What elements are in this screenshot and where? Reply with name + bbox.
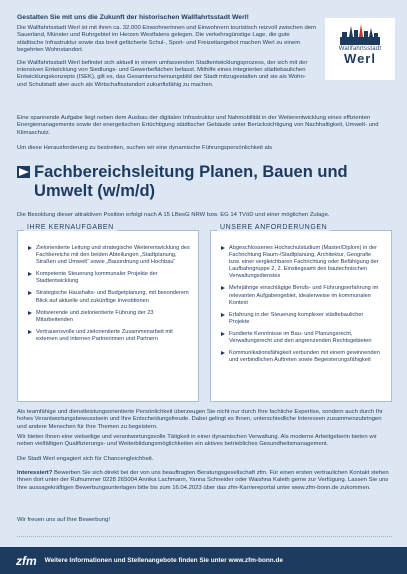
logo-line-1: Wallfahrtsstadt [338,46,382,52]
bullet-arrow-icon [28,272,32,276]
closing-paragraph-4-wrap [17,470,392,492]
list-item: Fundierte Kenntnisse im Bau- und Planungsrecht, Verwaltungsrecht und den angrenzenden Rechtsgebieten [221,331,383,345]
tasks-heading: IHRE KERNAUFGABEN [24,224,117,231]
requirements-box [210,224,392,402]
intro-heading: Gestalten Sie mit uns die Zukunft der historischen Wallfahrtsstadt Werl! [17,14,249,21]
list-item: Erfahrung in der Steuerung komplexer städtebaulicher Projekte [221,312,383,326]
interested-label: Interessiert? [17,470,53,476]
logo-line-2: Werl [344,51,376,66]
closing-paragraph-2-wrap [17,434,392,449]
bullet-arrow-icon [28,291,32,295]
body-paragraph-3: Eine spannende Aufgabe liegt neben dem Ausbau der digitalen Infrastruktur und Nahmobilität in der Weiterentwicklung eines effizienten Energiemanagements sowie der energetischen Ertüchtigung städtischer Gebäude unter Berücksichtigung von Nachhaltigkeit, Umwelt- und Klimaschutz. [17,115,379,136]
list-item: Vertrauensvolle und zielorientierte Zusammenarbeit mit externen und internen Partnerinnen und Partnern [28,329,190,343]
zfm-logo: zfm [16,553,37,568]
requirements-heading: UNSERE ANFORDERUNGEN [217,224,330,231]
werl-logo [325,18,395,80]
application-text: Bewerben Sie sich direkt bei der von uns beauftragten Beratungsgesellschaft zfm. Für einen ersten vertraulichen Kontakt stehen Ihnen dort unter der Rufnummer 0228 265004 Annika Lachmann, Yanna Schneider oder Waishna Kaleth gerne zur Verfügung. Lassen Sie uns Ihre aussagekräftigen Bewerbungsunterlagen bitte bis zum 16.04.2023 über das zfm-Karriereportal unter www.zfm-bonn.de zukommen. [17,470,389,491]
requirements-list [211,231,391,364]
closing-paragraph-3-wrap [17,456,392,463]
list-item: Zielorientierte Leitung und strategische Weiterentwicklung des Fachbereichs mit den beiden Abteilungen „Stadtplanung, Straßen und Umwelt“ sowie „Bauordnung und Hochbau“ [28,245,190,266]
list-item: Mehrjährige einschlägige Berufs- und Führungserfahrung im relevanten Aufgabengebiet, idealerweise im kommunalen Kontext [221,285,383,306]
list-item: Abgeschlossenes Hochschulstudium (Master/Diplom) in der Fachrichtung Raum-/Stadtplanung, Architektur, Geografie bzw. einer vergleichbaren Fachrichtung oder Befähigung der Laufbahngruppe 2, 2. Einstiegsamt des bautechnischen Verwaltungsdienstes [221,245,383,280]
list-item: Kommunikationsfähigkeit verbunden mit einem gewinnenden und verbindlichen Auftreten sowie Begeisterungsfähigkeit [221,350,383,364]
bullet-arrow-icon [221,313,225,317]
tasks-list [18,231,198,343]
body-paragraph-3-wrap [17,115,392,137]
list-item: Motivierende und zielorientierte Führung der 23 Mitarbeitenden [28,310,190,324]
intro-paragraph-2: Die Wallfahrtsstadt Werl befindet sich aktuell in einem umfassenden Stadtentwicklungsprozess, der sich mit der intensiven Entwicklung von Siedlungs- und Gewerbeflächen befasst. Mithilfe eines integrierten städtebaulichen Entwicklungskonzepts (ISEK), gilt es, das Gesamterscheinungsbild der Stadt mitzugestalten und sie als Wohn- und Schulstadt aber auch als Wirtschaftsstandort zukunftsfähig zu machen. [17,59,308,88]
list-item: Kompetente Steuerung kommunaler Projekte der Stadtentwicklung [28,271,190,285]
bullet-arrow-icon [28,246,32,250]
bullet-arrow-icon [221,332,225,336]
closing-paragraph-5-wrap [17,517,392,524]
bullet-arrow-icon [28,330,32,334]
job-title: Fachbereichsleitung Planen, Bauen und Umwelt (w/m/d) [34,163,348,200]
bullet-arrow-icon [221,246,225,250]
list-item: Strategische Haushalts- und Budgetplanung, mit besonderem Blick auf aktuelle und zukünftige Investitionen [28,290,190,304]
job-title-block [17,163,392,201]
closing-paragraph-3: Die Stadt Werl engagiert sich für Chancengleichheit. [17,456,154,462]
bullet-arrow-icon [28,311,32,315]
arrow-right-icon [17,166,30,178]
closing-paragraph-1: Als teamfähige und dienstleistungsorientierte Persönlichkeit überzeugen Sie nicht nur durch Ihre fachliche Expertise, sondern auch durch Ihr hohes Verantwortungsbewusstsein und Ihre Entscheidungsfreude. Dabei gelingt es Ihnen, unterschiedliche Interessen zusammenzubringen und andere Menschen für Ihre Themen zu begeistern. [17,409,383,430]
divider [17,536,392,539]
bullet-arrow-icon [221,286,225,290]
intro-section [17,14,317,94]
footer-text[interactable]: Weitere Informationen und Stellenangebote finden Sie unter www.zfm-bonn.de [44,557,283,564]
tasks-box [17,224,199,402]
bullet-arrow-icon [221,351,225,355]
closing-paragraph-5: Wir freuen uns auf Ihre Bewerbung! [17,517,110,523]
body-paragraph-4-wrap [17,145,392,152]
intro-paragraph-1: Die Wallfahrtsstadt Werl ist mit ihren ca. 32.000 Einwohnerinnen und Einwohnern touristisch reizvoll zwischen dem Sauerland, Münster und Ruhrgebiet im Herzen Westfalens gelegen. Die verkehrsgünstige Lage, die gute städtische Infrastruktur sowie das breit gefächerte Schul-, Sport- und Freizeitangebot machen Werl zu einem begehrten Wohnstandort. [17,25,316,54]
closing-paragraph-1-wrap [17,409,392,431]
body-paragraph-4: Um diese Herausforderung zu bestreiten, suchen wir eine dynamische Führungspersönlichkeit als [17,145,273,151]
closing-paragraph-4 [17,470,392,492]
job-subtitle: Die Besoldung dieser attraktiven Position erfolgt nach A 15 LBesG NRW bzw. EG 14 TVöD und einer möglichen Zulage. [17,212,330,218]
closing-paragraph-2: Wir bieten Ihnen eine vielseitige und verantwortungsvolle Tätigkeit in einer dynamischen Verwaltung. Als moderne Arbeitgeberin bieten wir neben vielfältigen Qualifizierungs- und Weiterbildungsmöglichkeiten ein aktives betriebliches Gesundheitsmanagement. [17,434,377,448]
footer-bar [0,547,407,574]
city-skyline-icon [340,23,380,45]
